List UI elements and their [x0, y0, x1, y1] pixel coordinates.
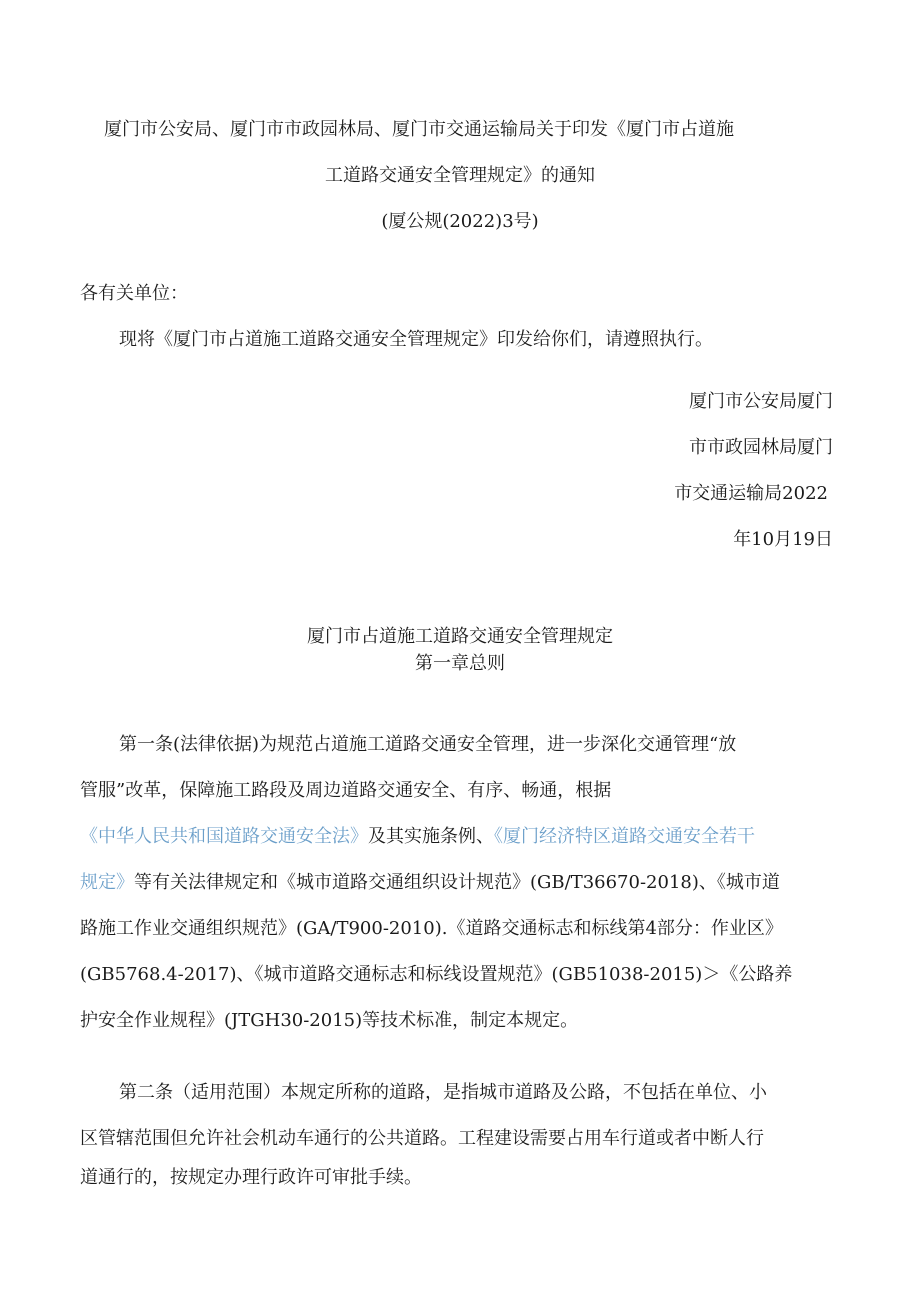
article-2-line-1: 第二条（适用范围）本规定所称的道路，是指城市道路及公路，不包括在单位、小: [119, 1082, 767, 1103]
signature-line-2: 市市政园林局厦门: [689, 437, 833, 458]
xiamen-sez-regulation-link[interactable]: 《厦门经济特区道路交通安全若干: [494, 826, 755, 847]
signature-date: 年10月19日: [733, 529, 833, 550]
title-line-2: 工道路交通安全管理规定》的通知: [325, 165, 595, 186]
article-1-line-7: 护安全作业规程》(JTGH30-2015)等技术标准，制定本规定。: [80, 1010, 579, 1031]
article-2-line-3: 道通行的，按规定办理行政许可审批手续。: [80, 1167, 422, 1188]
salutation: 各有关单位：: [80, 283, 188, 304]
article-1-line-4-text: 等有关法律规定和《城市道路交通组织设计规范》(GB/T36670-2018)、《城市道: [134, 872, 780, 893]
xiamen-sez-regulation-link-end[interactable]: 规定》: [80, 872, 134, 893]
signature-line-1: 厦门市公安局厦门: [689, 391, 833, 412]
article-1-line-2: 管服”改革，保障施工路段及周边道路交通安全、有序、畅通，根据: [80, 780, 612, 801]
article-1-line-1: 第一条(法律依据)为规范占道施工道路交通安全管理，进一步深化交通管理“放: [119, 734, 737, 755]
article-1-line-6: (GB5768.4-2017)、《城市道路交通标志和标线设置规范》(GB51038-2015)＞《公路养: [80, 964, 793, 985]
road-traffic-safety-law-link[interactable]: 《中华人民共和国道路交通安全法》: [80, 826, 368, 847]
article-1-line-4: [80, 871, 780, 895]
signature-line-3: 市交通运输局2022: [674, 483, 828, 504]
notice-text: 现将《厦门市占道施工道路交通安全管理规定》印发给你们，请遵照执行。: [119, 329, 713, 350]
chapter-title: 第一章总则: [415, 653, 505, 674]
title-line-1: 厦门市公安局、厦门市市政园林局、厦门市交通运输局关于印发《厦门市占道施: [104, 119, 734, 140]
document-number: (厦公规(2022)3号): [381, 211, 539, 232]
article-1-line-5: 路施工作业交通组织规范》(GA/T900-2010).《道路交通标志和标线第4部分：作业区》: [80, 918, 783, 939]
regulation-title: 厦门市占道施工道路交通安全管理规定: [307, 626, 613, 647]
article-1-line-3-text: 及其实施条例、: [368, 826, 494, 847]
article-1-line-3: [80, 825, 755, 849]
article-2-line-2: 区管辖范围但允许社会机动车通行的公共道路。工程建设需要占用车行道或者中断人行: [80, 1128, 764, 1149]
